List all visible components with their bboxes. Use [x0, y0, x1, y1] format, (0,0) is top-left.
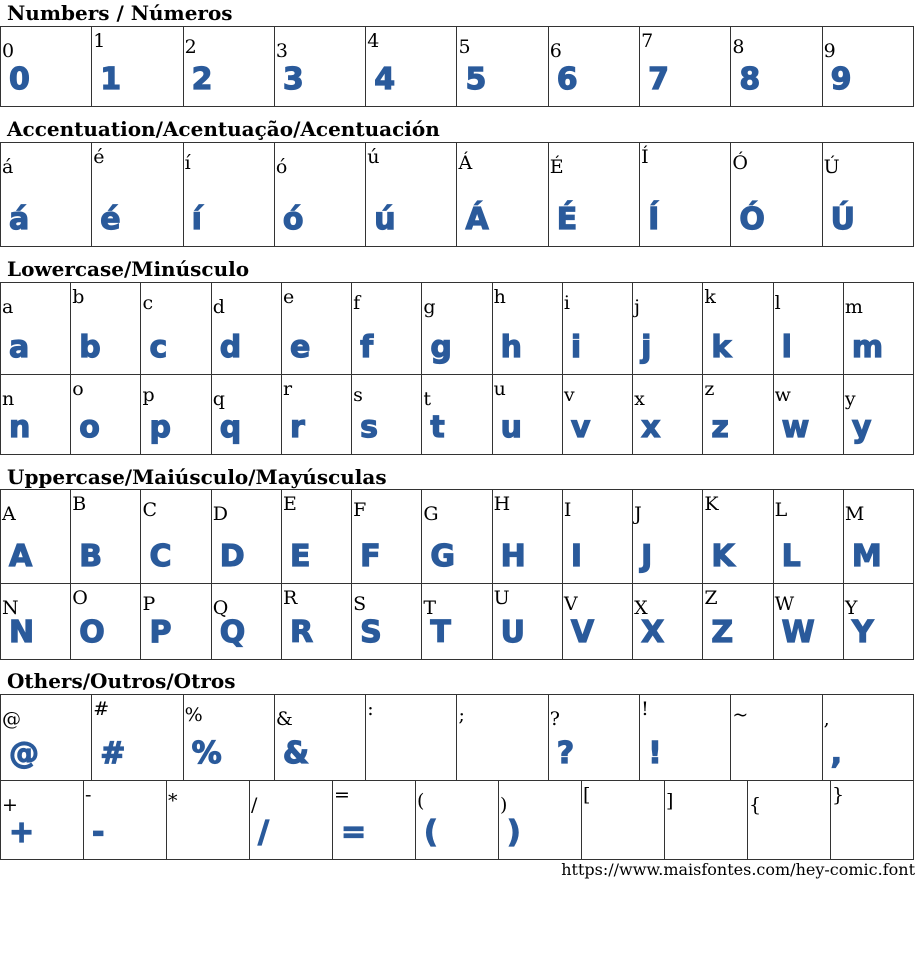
glyph-cell — [167, 781, 250, 859]
glyph-cell — [366, 27, 457, 106]
glyph-cell — [71, 283, 141, 374]
glyph-sample: B — [79, 539, 103, 574]
glyph-label: g — [423, 296, 436, 318]
glyph-label: D — [212, 503, 228, 525]
glyph-cell — [352, 375, 422, 454]
glyph-sample: f — [360, 330, 374, 365]
glyph-sample: 4 — [374, 62, 396, 97]
glyph-cell — [422, 584, 492, 659]
glyph-cell — [844, 490, 914, 583]
glyph-sample: t — [430, 410, 445, 445]
glyph-label: Y — [844, 597, 858, 619]
glyph-label: v — [563, 384, 575, 406]
glyph-label: + — [2, 794, 18, 816]
glyph-sample: ? — [556, 736, 575, 771]
glyph-label: W — [774, 593, 795, 615]
glyph-sample: Ú — [830, 202, 856, 237]
glyph-cell — [549, 143, 640, 246]
glyph-label: q — [212, 388, 225, 410]
glyph-sample: X — [641, 615, 665, 650]
glyph-sample: = — [341, 815, 367, 850]
glyph-cell — [1, 375, 71, 454]
glyph-label: F — [353, 499, 367, 521]
glyph-cell — [823, 695, 914, 780]
glyph-cell — [774, 584, 844, 659]
glyph-label: Í — [641, 146, 649, 168]
glyph-label: @ — [2, 708, 21, 730]
glyph-sample: ! — [648, 736, 662, 771]
glyph-label: í — [184, 152, 191, 174]
glyph-cell — [212, 490, 282, 583]
glyph-cell — [422, 375, 492, 454]
glyph-label: - — [85, 784, 92, 806]
glyph-cell — [416, 781, 499, 859]
glyph-label: ~ — [732, 704, 749, 726]
glyph-sample: í — [191, 202, 202, 237]
glyph-sample: ó — [282, 202, 304, 237]
glyph-sample: s — [360, 410, 379, 445]
glyph-label: ] — [666, 790, 674, 812]
glyph-label: é — [93, 146, 105, 168]
glyph-sample: Í — [648, 202, 660, 237]
glyph-label: Ú — [823, 156, 840, 178]
glyph-cell — [457, 27, 548, 106]
glyph-label: j — [634, 296, 641, 318]
glyph-cell — [844, 375, 914, 454]
glyph-cell — [823, 27, 914, 106]
glyph-cell — [275, 143, 366, 246]
glyph-cell — [640, 695, 731, 780]
glyph-cell — [422, 490, 492, 583]
glyph-cell — [1, 27, 92, 106]
glyph-sample: & — [282, 736, 310, 771]
glyph-label: z — [704, 378, 715, 400]
glyph-cell — [71, 375, 141, 454]
glyph-cell — [831, 781, 914, 859]
glyph-cell — [92, 143, 183, 246]
glyph-cell — [499, 781, 582, 859]
glyph-label: 7 — [641, 30, 654, 52]
glyph-sample: 6 — [556, 62, 578, 97]
glyph-cell — [282, 375, 352, 454]
glyph-cell — [582, 781, 665, 859]
glyph-label: U — [493, 587, 510, 609]
glyph-label: * — [168, 790, 178, 812]
glyph-cell — [563, 584, 633, 659]
glyph-label: Z — [704, 587, 718, 609]
glyph-cell — [71, 490, 141, 583]
glyph-sample: w — [781, 410, 810, 445]
glyph-cell — [633, 490, 703, 583]
glyph-sample: p — [149, 410, 171, 445]
glyph-sample: V — [570, 615, 595, 650]
glyph-label: S — [353, 593, 367, 615]
glyph-sample: F — [360, 539, 381, 574]
glyph-cell — [823, 143, 914, 246]
glyph-label: e — [282, 286, 295, 308]
glyph-label: p — [142, 384, 155, 406]
glyph-label: 4 — [367, 30, 380, 52]
glyph-label: L — [774, 499, 788, 521]
glyph-cell — [1, 695, 92, 780]
glyph-label: 8 — [732, 36, 745, 58]
glyph-label: 3 — [275, 40, 288, 62]
glyph-label: k — [704, 286, 716, 308]
glyph-sample: 5 — [465, 62, 487, 97]
glyph-label: 9 — [823, 40, 836, 62]
glyph-sample: Q — [219, 615, 246, 650]
glyph-label: w — [774, 384, 791, 406]
glyph-cell — [493, 375, 563, 454]
glyph-cell — [844, 283, 914, 374]
glyph-label: É — [549, 156, 564, 178]
glyph-label: T — [423, 597, 437, 619]
glyph-row — [0, 142, 914, 247]
glyph-label: u — [493, 378, 506, 400]
glyph-cell — [457, 143, 548, 246]
section-title: Numbers / Números — [7, 1, 233, 25]
glyph-sample: h — [500, 330, 522, 365]
glyph-cell — [352, 283, 422, 374]
section-title: Others/Outros/Otros — [7, 669, 236, 693]
glyph-cell — [774, 375, 844, 454]
glyph-row — [0, 489, 914, 584]
glyph-sample: R — [289, 615, 314, 650]
glyph-sample: Z — [711, 615, 734, 650]
glyph-label: 0 — [2, 40, 15, 62]
glyph-label: 5 — [458, 36, 471, 58]
glyph-label: á — [2, 156, 14, 178]
glyph-sample: m — [851, 330, 884, 365]
glyph-label: R — [282, 587, 298, 609]
glyph-label: ; — [458, 704, 465, 726]
glyph-label: l — [774, 292, 781, 314]
glyph-label: ? — [549, 708, 560, 730]
glyph-sample: E — [289, 539, 311, 574]
glyph-sample: 9 — [830, 62, 852, 97]
glyph-label: X — [634, 597, 648, 619]
glyph-label: B — [72, 493, 87, 515]
glyph-label: 1 — [93, 30, 106, 52]
glyph-cell — [731, 27, 822, 106]
glyph-label: P — [142, 593, 156, 615]
glyph-cell — [282, 490, 352, 583]
glyph-sample: T — [430, 615, 451, 650]
glyph-cell — [1, 143, 92, 246]
glyph-sample: A — [9, 539, 33, 574]
glyph-cell — [92, 695, 183, 780]
glyph-sample: 2 — [191, 62, 213, 97]
glyph-sample: O — [79, 615, 105, 650]
glyph-sample: é — [100, 202, 121, 237]
section-title: Accentuation/Acentuação/Acentuación — [7, 117, 440, 141]
glyph-cell — [141, 584, 211, 659]
glyph-label: % — [184, 704, 203, 726]
glyph-sample: á — [9, 202, 30, 237]
glyph-label: 6 — [549, 40, 562, 62]
glyph-row — [0, 26, 914, 107]
glyph-label: J — [634, 503, 642, 525]
glyph-cell — [493, 490, 563, 583]
glyph-label: V — [563, 593, 578, 615]
glyph-cell — [92, 27, 183, 106]
glyph-sample: D — [219, 539, 245, 574]
glyph-label: ! — [641, 698, 649, 720]
glyph-sample: r — [289, 410, 305, 445]
glyph-sample: , — [830, 736, 843, 771]
glyph-sample: 1 — [100, 62, 122, 97]
glyph-label: N — [2, 597, 19, 619]
glyph-sample: C — [149, 539, 172, 574]
glyph-cell — [184, 695, 275, 780]
glyph-label: r — [282, 378, 293, 400]
glyph-cell — [774, 490, 844, 583]
glyph-cell — [141, 283, 211, 374]
glyph-label: ó — [275, 156, 288, 178]
glyph-label: Á — [458, 152, 473, 174]
glyph-sample: g — [430, 330, 452, 365]
glyph-sample: P — [149, 615, 172, 650]
glyph-sample: N — [9, 615, 35, 650]
glyph-sample: S — [360, 615, 382, 650]
glyph-sample: c — [149, 330, 168, 365]
glyph-cell — [1, 283, 71, 374]
glyph-sample: q — [219, 410, 242, 445]
glyph-label: C — [142, 499, 158, 521]
glyph-label: b — [72, 286, 85, 308]
glyph-cell — [774, 283, 844, 374]
glyph-sample: o — [79, 410, 100, 445]
glyph-cell — [563, 490, 633, 583]
glyph-label: a — [2, 296, 14, 318]
glyph-label: Q — [212, 597, 229, 619]
glyph-label: O — [72, 587, 88, 609]
glyph-label: f — [353, 292, 361, 314]
glyph-label: n — [2, 388, 15, 410]
glyph-label: i — [563, 292, 570, 314]
glyph-sample: x — [641, 410, 661, 445]
glyph-sample: d — [219, 330, 242, 365]
glyph-cell — [549, 27, 640, 106]
glyph-cell — [141, 375, 211, 454]
glyph-sample: + — [9, 815, 35, 850]
glyph-cell — [640, 27, 731, 106]
glyph-cell — [212, 584, 282, 659]
glyph-cell — [366, 695, 457, 780]
glyph-cell — [352, 490, 422, 583]
glyph-label: G — [423, 503, 439, 525]
glyph-sample: W — [781, 615, 815, 650]
glyph-cell — [275, 695, 366, 780]
glyph-label: # — [93, 698, 110, 720]
glyph-label: ( — [417, 790, 425, 812]
glyph-sample: / — [258, 815, 269, 850]
glyph-label: A — [2, 503, 16, 525]
glyph-row — [0, 780, 914, 860]
glyph-sample: I — [570, 539, 583, 574]
glyph-sample: b — [79, 330, 101, 365]
glyph-cell — [352, 584, 422, 659]
glyph-sample: v — [570, 410, 591, 445]
glyph-sample: - — [92, 815, 105, 850]
glyph-sample: Y — [851, 615, 874, 650]
glyph-sample: 7 — [648, 62, 669, 97]
glyph-sample: n — [9, 410, 31, 445]
glyph-label: c — [142, 292, 154, 314]
glyph-sample: k — [711, 330, 732, 365]
glyph-label: o — [72, 378, 84, 400]
glyph-cell — [212, 283, 282, 374]
glyph-cell — [665, 781, 748, 859]
glyph-sample: @ — [9, 736, 39, 771]
glyph-label: m — [844, 296, 863, 318]
glyph-row — [0, 583, 914, 660]
glyph-sample: J — [641, 539, 653, 574]
glyph-sample: % — [191, 736, 222, 771]
glyph-sample: 0 — [9, 62, 30, 97]
glyph-cell — [282, 584, 352, 659]
glyph-label: I — [563, 499, 572, 521]
glyph-sample: i — [570, 330, 582, 365]
glyph-label: ú — [367, 146, 380, 168]
glyph-sample: # — [100, 736, 126, 771]
glyph-sample: ( — [424, 815, 438, 850]
glyph-label: h — [493, 286, 506, 308]
glyph-sample: a — [9, 330, 30, 365]
glyph-cell — [1, 584, 71, 659]
glyph-cell — [71, 584, 141, 659]
glyph-sample: Ó — [739, 202, 765, 237]
glyph-label: 2 — [184, 36, 197, 58]
glyph-cell — [493, 584, 563, 659]
glyph-label: & — [275, 708, 293, 730]
glyph-cell — [1, 781, 84, 859]
glyph-sample: l — [781, 330, 792, 365]
glyph-row — [0, 282, 914, 375]
glyph-cell — [633, 375, 703, 454]
glyph-cell — [633, 283, 703, 374]
glyph-cell — [457, 695, 548, 780]
glyph-label: ) — [500, 794, 508, 816]
glyph-cell — [184, 143, 275, 246]
glyph-cell — [563, 375, 633, 454]
glyph-sample: e — [289, 330, 311, 365]
glyph-sample: Á — [465, 202, 489, 237]
glyph-label: K — [704, 493, 719, 515]
section-title: Uppercase/Maiúsculo/Mayúsculas — [7, 465, 387, 489]
glyph-cell — [282, 283, 352, 374]
glyph-sample: 3 — [282, 62, 304, 97]
glyph-cell — [422, 283, 492, 374]
glyph-cell — [640, 143, 731, 246]
glyph-label: = — [334, 784, 350, 806]
glyph-label: y — [844, 388, 856, 410]
glyph-sample: K — [711, 539, 735, 574]
glyph-sample: y — [851, 410, 872, 445]
section-title: Lowercase/Minúsculo — [7, 257, 250, 281]
glyph-cell — [333, 781, 416, 859]
glyph-sample: L — [781, 539, 801, 574]
glyph-cell — [703, 490, 773, 583]
glyph-cell — [703, 375, 773, 454]
glyph-label: E — [282, 493, 297, 515]
glyph-cell — [84, 781, 167, 859]
glyph-cell — [731, 695, 822, 780]
glyph-cell — [703, 584, 773, 659]
glyph-sample: M — [851, 539, 882, 574]
glyph-sample: u — [500, 410, 522, 445]
glyph-cell — [748, 781, 831, 859]
source-url[interactable]: https://www.maisfontes.com/hey-comic.font — [561, 860, 915, 879]
glyph-cell — [1, 490, 71, 583]
glyph-sample: 8 — [739, 62, 761, 97]
glyph-sample: ) — [507, 815, 521, 850]
glyph-label: H — [493, 493, 511, 515]
glyph-label: Ó — [732, 152, 748, 174]
glyph-label: } — [832, 784, 845, 806]
glyph-sample: z — [711, 410, 729, 445]
glyph-sample: H — [500, 539, 526, 574]
glyph-label: : — [367, 698, 374, 720]
glyph-label: t — [423, 388, 432, 410]
glyph-label: M — [844, 503, 865, 525]
glyph-sample: U — [500, 615, 526, 650]
glyph-cell — [633, 584, 703, 659]
glyph-label: x — [634, 388, 645, 410]
glyph-label: / — [251, 794, 258, 816]
glyph-cell — [844, 584, 914, 659]
glyph-label: s — [353, 384, 363, 406]
glyph-cell — [366, 143, 457, 246]
glyph-cell — [731, 143, 822, 246]
glyph-sample: ú — [374, 202, 396, 237]
glyph-cell — [703, 283, 773, 374]
glyph-sample: É — [556, 202, 578, 237]
glyph-cell — [493, 283, 563, 374]
glyph-cell — [250, 781, 333, 859]
glyph-row — [0, 694, 914, 781]
glyph-cell — [563, 283, 633, 374]
glyph-sample: j — [641, 330, 652, 365]
glyph-cell — [184, 27, 275, 106]
glyph-cell — [141, 490, 211, 583]
glyph-row — [0, 374, 914, 455]
glyph-sample: G — [430, 539, 456, 574]
glyph-label: [ — [583, 784, 591, 806]
glyph-cell — [275, 27, 366, 106]
glyph-label: { — [749, 794, 762, 816]
glyph-cell — [549, 695, 640, 780]
glyph-cell — [212, 375, 282, 454]
glyph-label: , — [823, 708, 830, 730]
glyph-label: d — [212, 296, 225, 318]
